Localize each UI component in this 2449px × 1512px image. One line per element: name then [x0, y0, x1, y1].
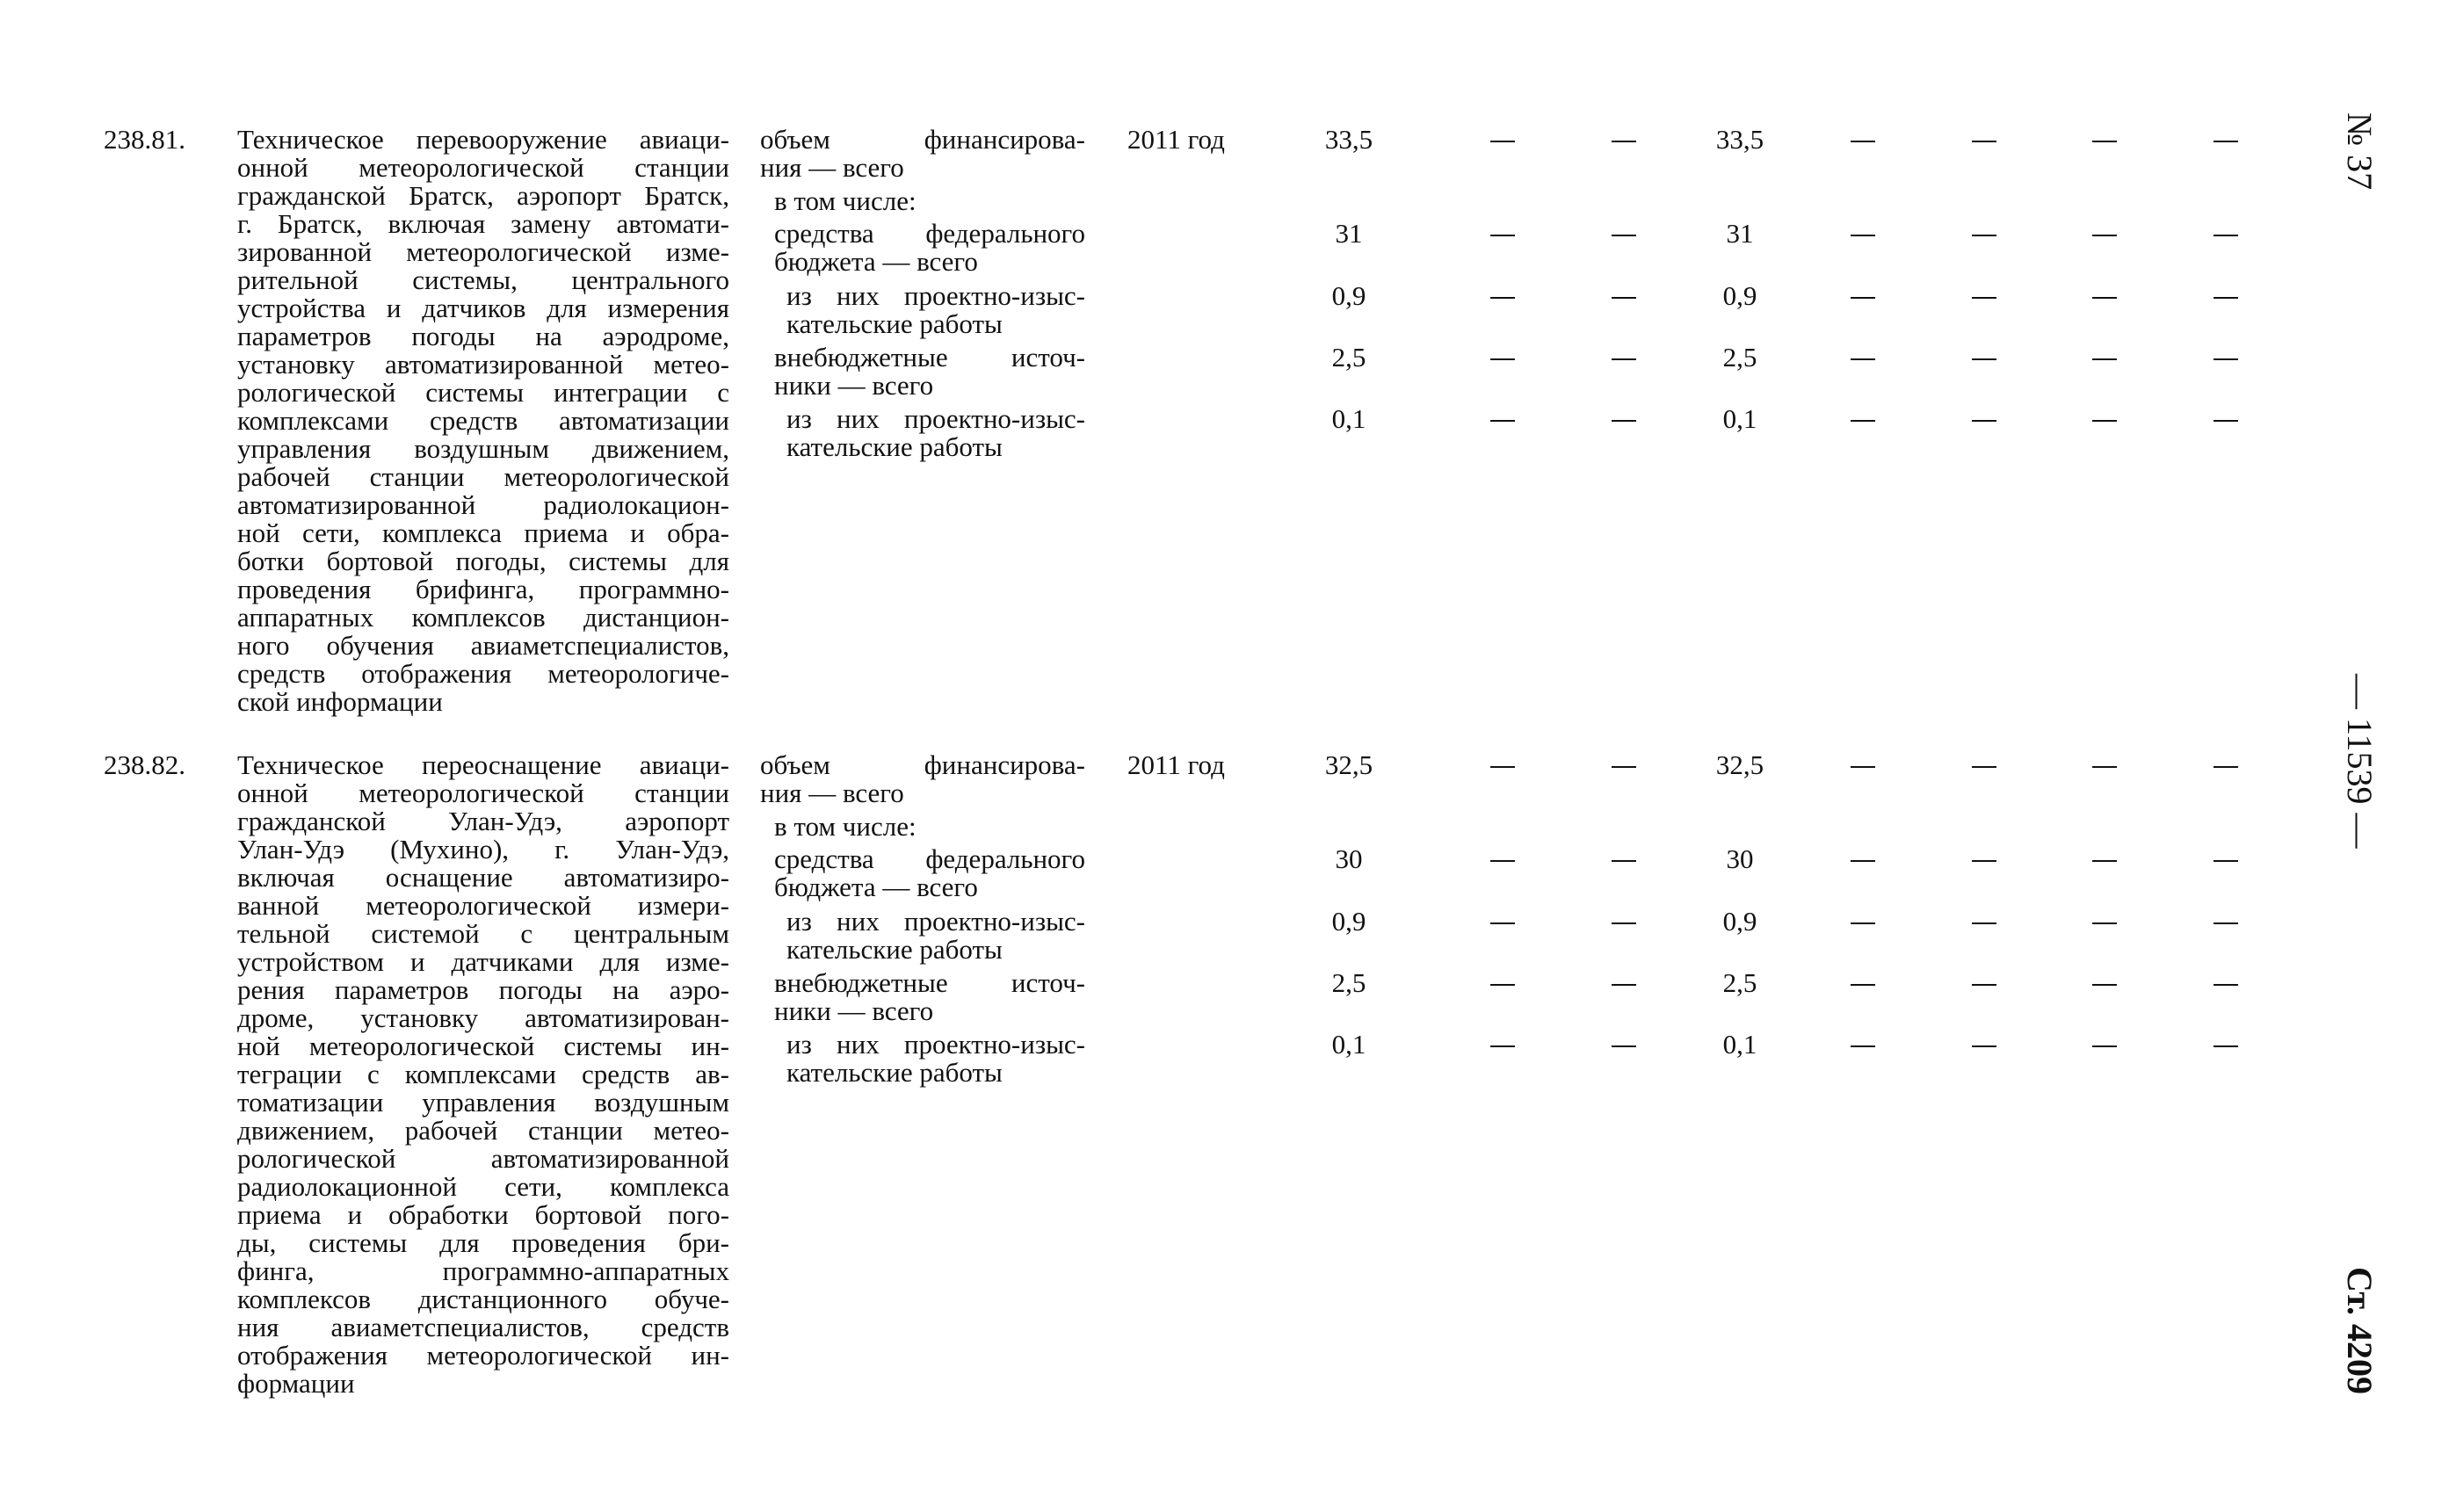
empty-cell-dash — [1490, 984, 1515, 986]
financing-label — [786, 908, 1085, 964]
description-line: устройства и датчиков для измерения — [237, 293, 729, 323]
financing-label — [774, 969, 1085, 1025]
empty-cell-dash — [1972, 984, 1996, 986]
description-line: Улан-Удэ (Мухино), г. Улан-Удэ, — [237, 834, 729, 865]
empty-cell-dash — [2092, 860, 2117, 862]
empty-cell-dash — [2214, 922, 2238, 924]
value-total: 31 — [1335, 218, 1363, 249]
empty-cell-dash — [1851, 766, 1875, 768]
row-year: 2011 год — [1127, 124, 1225, 155]
value-federal: 0,9 — [1722, 280, 1757, 311]
issue-number: № 37 — [2340, 112, 2380, 191]
description-line: тельной системой с центральным — [237, 918, 729, 949]
financing-label-line: ники — всего — [774, 995, 934, 1026]
description-line: ботки бортовой погоды, системы для — [237, 546, 729, 576]
empty-cell-dash — [1490, 1045, 1515, 1047]
empty-cell-dash — [1490, 141, 1515, 142]
empty-cell-dash — [1612, 297, 1636, 299]
description-line: проведения брифинга, программно- — [237, 574, 729, 604]
financing-label-line: средства федерального — [774, 218, 1085, 249]
financing-label — [760, 126, 1085, 182]
description-line: г. Братск, включая замену автомати- — [237, 208, 729, 239]
description-line: радиолокационной сети, комплекса — [237, 1171, 729, 1202]
description-line: ванной метеорологической измери- — [237, 890, 729, 921]
empty-cell-dash — [2214, 1045, 2238, 1047]
empty-cell-dash — [1612, 922, 1636, 924]
empty-cell-dash — [2214, 420, 2238, 422]
description-line: ной метеорологической системы ин- — [237, 1031, 729, 1061]
financing-label-line: ния — всего — [760, 778, 904, 808]
description-line: ной сети, комплекса приема и обра- — [237, 517, 729, 548]
description-line: рологической автоматизированной — [237, 1143, 729, 1174]
description-line: Техническое перевооружение авиаци- — [237, 124, 729, 155]
empty-cell-dash — [1851, 141, 1875, 142]
article-number: Ст. 4209 — [2340, 1267, 2380, 1394]
description-line: онной метеорологической станции — [237, 778, 729, 808]
description-line: рабочей станции метеорологической — [237, 461, 729, 492]
empty-cell-dash — [1972, 860, 1996, 862]
empty-cell-dash — [1851, 297, 1875, 299]
row-code: 238.82. — [104, 749, 185, 780]
empty-cell-dash — [1490, 860, 1515, 862]
empty-cell-dash — [2092, 358, 2117, 360]
empty-cell-dash — [2214, 766, 2238, 768]
description-line: устройством и датчиками для изме- — [237, 946, 729, 977]
row-year: 2011 год — [1127, 749, 1225, 780]
financing-label-line: бюджета — всего — [774, 872, 978, 902]
empty-cell-dash — [1612, 984, 1636, 986]
empty-cell-dash — [2092, 235, 2117, 236]
empty-cell-dash — [1612, 358, 1636, 360]
empty-cell-dash — [1490, 420, 1515, 422]
value-total: 2,5 — [1331, 967, 1366, 998]
value-federal: 2,5 — [1722, 342, 1757, 373]
empty-cell-dash — [1490, 358, 1515, 360]
value-total: 33,5 — [1324, 124, 1373, 155]
description-line: ды, системы для проведения бри- — [237, 1227, 729, 1258]
description-line: онной метеорологической станции — [237, 152, 729, 183]
empty-cell-dash — [1972, 358, 1996, 360]
value-federal: 33,5 — [1715, 124, 1764, 155]
empty-cell-dash — [2092, 766, 2117, 768]
empty-cell-dash — [1612, 766, 1636, 768]
description-line: гражданской Братск, аэропорт Братск, — [237, 180, 729, 211]
empty-cell-dash — [2214, 984, 2238, 986]
financing-label — [774, 220, 1085, 276]
value-federal: 30 — [1726, 843, 1754, 874]
financing-label-line: из них проектно-изыс- — [786, 906, 1085, 937]
financing-label-line: кательские работы — [786, 934, 1003, 965]
financing-label — [786, 1031, 1085, 1087]
financing-label — [774, 344, 1085, 400]
description-line: гражданской Улан-Удэ, аэропорт — [237, 806, 729, 836]
value-total: 0,1 — [1331, 1029, 1366, 1060]
empty-cell-dash — [1612, 1045, 1636, 1047]
empty-cell-dash — [1972, 297, 1996, 299]
value-federal: 32,5 — [1715, 749, 1764, 780]
description-line: формации — [237, 1368, 355, 1399]
empty-cell-dash — [2092, 922, 2117, 924]
financing-label-line: в том числе: — [774, 811, 917, 842]
empty-cell-dash — [1851, 922, 1875, 924]
empty-cell-dash — [1851, 235, 1875, 236]
empty-cell-dash — [1972, 420, 1996, 422]
empty-cell-dash — [2092, 984, 2117, 986]
value-federal: 0,1 — [1722, 403, 1757, 434]
description-line: отображения метеорологической ин- — [237, 1340, 729, 1371]
empty-cell-dash — [1851, 860, 1875, 862]
empty-cell-dash — [1972, 922, 1996, 924]
row-code: 238.81. — [104, 124, 185, 155]
financing-label-line: ники — всего — [774, 370, 934, 401]
row-description — [237, 751, 729, 1398]
description-line: теграции с комплексами средств ав- — [237, 1059, 729, 1089]
financing-label-line: кательские работы — [786, 1057, 1003, 1088]
financing-label-line: кательские работы — [786, 431, 1003, 462]
value-federal: 0,1 — [1722, 1029, 1757, 1060]
empty-cell-dash — [2214, 141, 2238, 142]
empty-cell-dash — [1972, 141, 1996, 142]
financing-label — [774, 187, 1085, 215]
description-line: включая оснащение автоматизиро- — [237, 862, 729, 893]
empty-cell-dash — [1490, 235, 1515, 236]
empty-cell-dash — [2214, 358, 2238, 360]
empty-cell-dash — [1972, 235, 1996, 236]
description-line: Техническое переоснащение авиаци- — [237, 749, 729, 780]
empty-cell-dash — [2214, 235, 2238, 236]
description-line: рологической системы интеграции с — [237, 377, 729, 408]
page-number: — 11539 — — [2340, 674, 2380, 849]
empty-cell-dash — [1851, 1045, 1875, 1047]
description-line: зированной метеорологической изме- — [237, 236, 729, 267]
financing-label — [774, 845, 1085, 901]
empty-cell-dash — [1851, 358, 1875, 360]
description-line: финга, программно-аппаратных — [237, 1255, 729, 1286]
value-total: 0,9 — [1331, 906, 1366, 937]
empty-cell-dash — [1612, 141, 1636, 142]
description-line: управления воздушным движением, — [237, 433, 729, 464]
empty-cell-dash — [1612, 235, 1636, 236]
empty-cell-dash — [1972, 1045, 1996, 1047]
financing-label-line: кательские работы — [786, 308, 1003, 339]
row-description — [237, 126, 729, 716]
description-line: автоматизированной радиолокацион- — [237, 489, 729, 520]
financing-label — [760, 751, 1085, 807]
description-line: комплексов дистанционного обуче- — [237, 1284, 729, 1314]
description-line: параметров погоды на аэродроме, — [237, 321, 729, 351]
financing-label — [786, 282, 1085, 338]
empty-cell-dash — [1612, 420, 1636, 422]
empty-cell-dash — [1972, 766, 1996, 768]
financing-label-line: бюджета — всего — [774, 246, 978, 277]
description-line: дроме, установку автоматизирован- — [237, 1002, 729, 1033]
empty-cell-dash — [2092, 420, 2117, 422]
description-line: ской информации — [237, 686, 443, 717]
description-line: рения параметров погоды на аэро- — [237, 974, 729, 1005]
empty-cell-dash — [2092, 1045, 2117, 1047]
financing-label — [786, 405, 1085, 461]
value-federal: 0,9 — [1722, 906, 1757, 937]
value-federal: 2,5 — [1722, 967, 1757, 998]
empty-cell-dash — [1490, 297, 1515, 299]
financing-label-line: внебюджетные источ- — [774, 967, 1085, 998]
financing-label — [774, 813, 1085, 841]
description-line: приема и обработки бортовой пого- — [237, 1199, 729, 1230]
description-line: движением, рабочей станции метео- — [237, 1115, 729, 1146]
empty-cell-dash — [2214, 297, 2238, 299]
empty-cell-dash — [1490, 766, 1515, 768]
financing-label-line: ния — всего — [760, 152, 904, 183]
description-line: средств отображения метеорологиче- — [237, 658, 729, 689]
description-line: ного обучения авиаметспециалистов, — [237, 630, 729, 661]
empty-cell-dash — [2092, 297, 2117, 299]
value-total: 30 — [1335, 843, 1363, 874]
empty-cell-dash — [1851, 984, 1875, 986]
description-line: ния авиаметспециалистов, средств — [237, 1312, 729, 1342]
value-federal: 31 — [1726, 218, 1754, 249]
empty-cell-dash — [2214, 860, 2238, 862]
description-line: установку автоматизированной метео- — [237, 349, 729, 380]
empty-cell-dash — [1612, 860, 1636, 862]
financing-label-line: объем финансирова- — [760, 124, 1085, 155]
value-total: 32,5 — [1324, 749, 1373, 780]
description-line: комплексами средств автоматизации — [237, 405, 729, 436]
financing-label-line: средства федерального — [774, 843, 1085, 874]
description-line: аппаратных комплексов дистанцион- — [237, 602, 729, 633]
value-total: 0,1 — [1331, 403, 1366, 434]
financing-label-line: из них проектно-изыс- — [786, 1029, 1085, 1060]
empty-cell-dash — [1851, 420, 1875, 422]
financing-label-line: объем финансирова- — [760, 749, 1085, 780]
financing-label-line: из них проектно-изыс- — [786, 280, 1085, 311]
financing-label-line: в том числе: — [774, 185, 917, 216]
description-line: томатизации управления воздушным — [237, 1087, 729, 1118]
financing-label-line: из них проектно-изыс- — [786, 403, 1085, 434]
financing-label-line: внебюджетные источ- — [774, 342, 1085, 373]
description-line: рительной системы, центрального — [237, 264, 729, 295]
empty-cell-dash — [2092, 141, 2117, 142]
value-total: 0,9 — [1331, 280, 1366, 311]
value-total: 2,5 — [1331, 342, 1366, 373]
empty-cell-dash — [1490, 922, 1515, 924]
